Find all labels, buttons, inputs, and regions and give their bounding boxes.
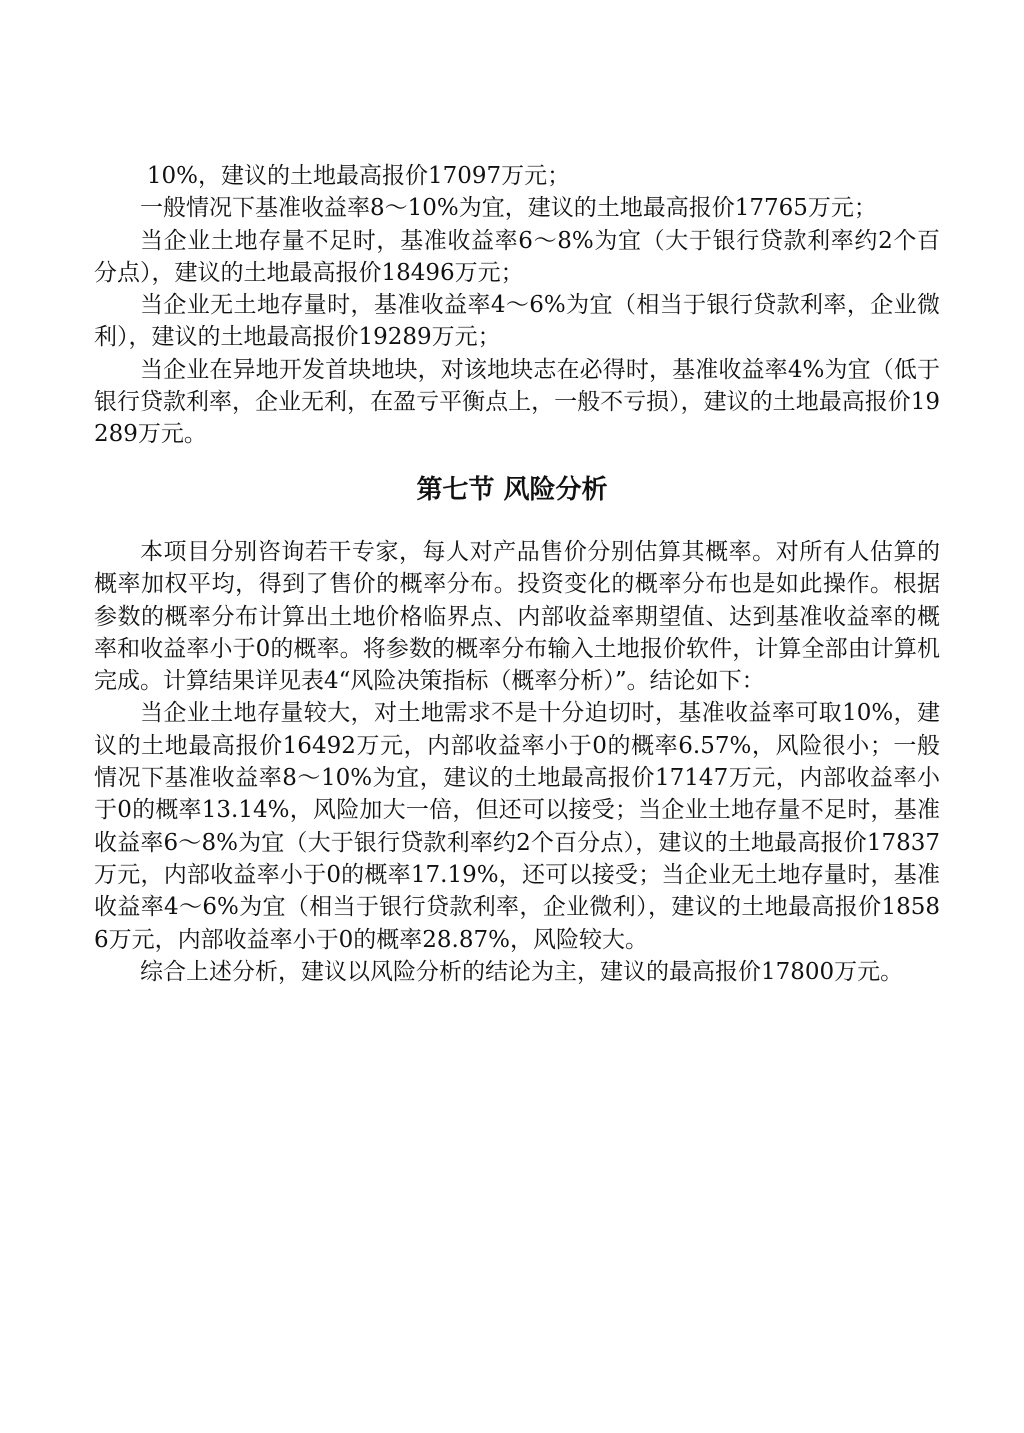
section-heading: 第七节 风险分析	[416, 475, 608, 505]
paragraph: 综合上述分析，建议以风险分析的结论为主，建议的最高报价17800万元。	[140, 958, 904, 985]
paragraph: 一般情况下基准收益率8～10%为宜，建议的土地最高报价17765万元；	[140, 195, 877, 222]
paragraph: 本项目分别咨询若干专家，每人对产品售价分别估算其概率。对所有人估算的概率加权平均，得到了售价的概率分布。投资变化的概率分布也是如此操作。根据参数的概率分布计算出土地价格临界点、内部收益率期望值、达到基准收益率的概率和收益率小于0的概率。将参数的概率分布输入土地报价软件，计算全部由计算机完成。计算结果详见表4“风险决策指标（概率分析）”。结论如下：	[94, 539, 940, 695]
top-text-block	[94, 160, 940, 451]
body-text-block	[94, 536, 940, 988]
paragraph: 当企业在异地开发首块地块，对该地块志在必得时，基准收益率4%为宜（低于银行贷款利率，企业无利，在盈亏平衡点上，一般不亏损），建议的土地最高报价19289万元。	[94, 356, 940, 448]
paragraph: 当企业土地存量较大，对土地需求不是十分迫切时，基准收益率可取10%，建议的土地最高报价16492万元，内部收益率小于0的概率6.57%，风险很小；一般情况下基准收益率8～10%为宜，建议的土地最高报价17147万元，内部收益率小于0的概率13.14%，风险加大一倍，但还可以接受；当企业土地存量不足时，基准收益率6～8%为宜（大于银行贷款利率约2个百分点），建议的土地最高报价17837万元，内部收益率小于0的概率17.19%，还可以接受；当企业无土地存量时，基准收益率4～6%为宜（相当于银行贷款利率，企业微利），建议的土地最高报价18586万元，内部收益率小于0的概率28.87%，风险较大。	[94, 700, 940, 953]
paragraph-continued: 10%，建议的土地最高报价17097万元；	[146, 163, 571, 189]
paragraph: 当企业土地存量不足时，基准收益率6～8%为宜（大于银行贷款利率约2个百分点），建议的土地最高报价18496万元；	[94, 227, 940, 286]
paragraph: 当企业无土地存量时，基准收益率4～6%为宜（相当于银行贷款利率，企业微利），建议的土地最高报价19289万元；	[94, 292, 940, 351]
